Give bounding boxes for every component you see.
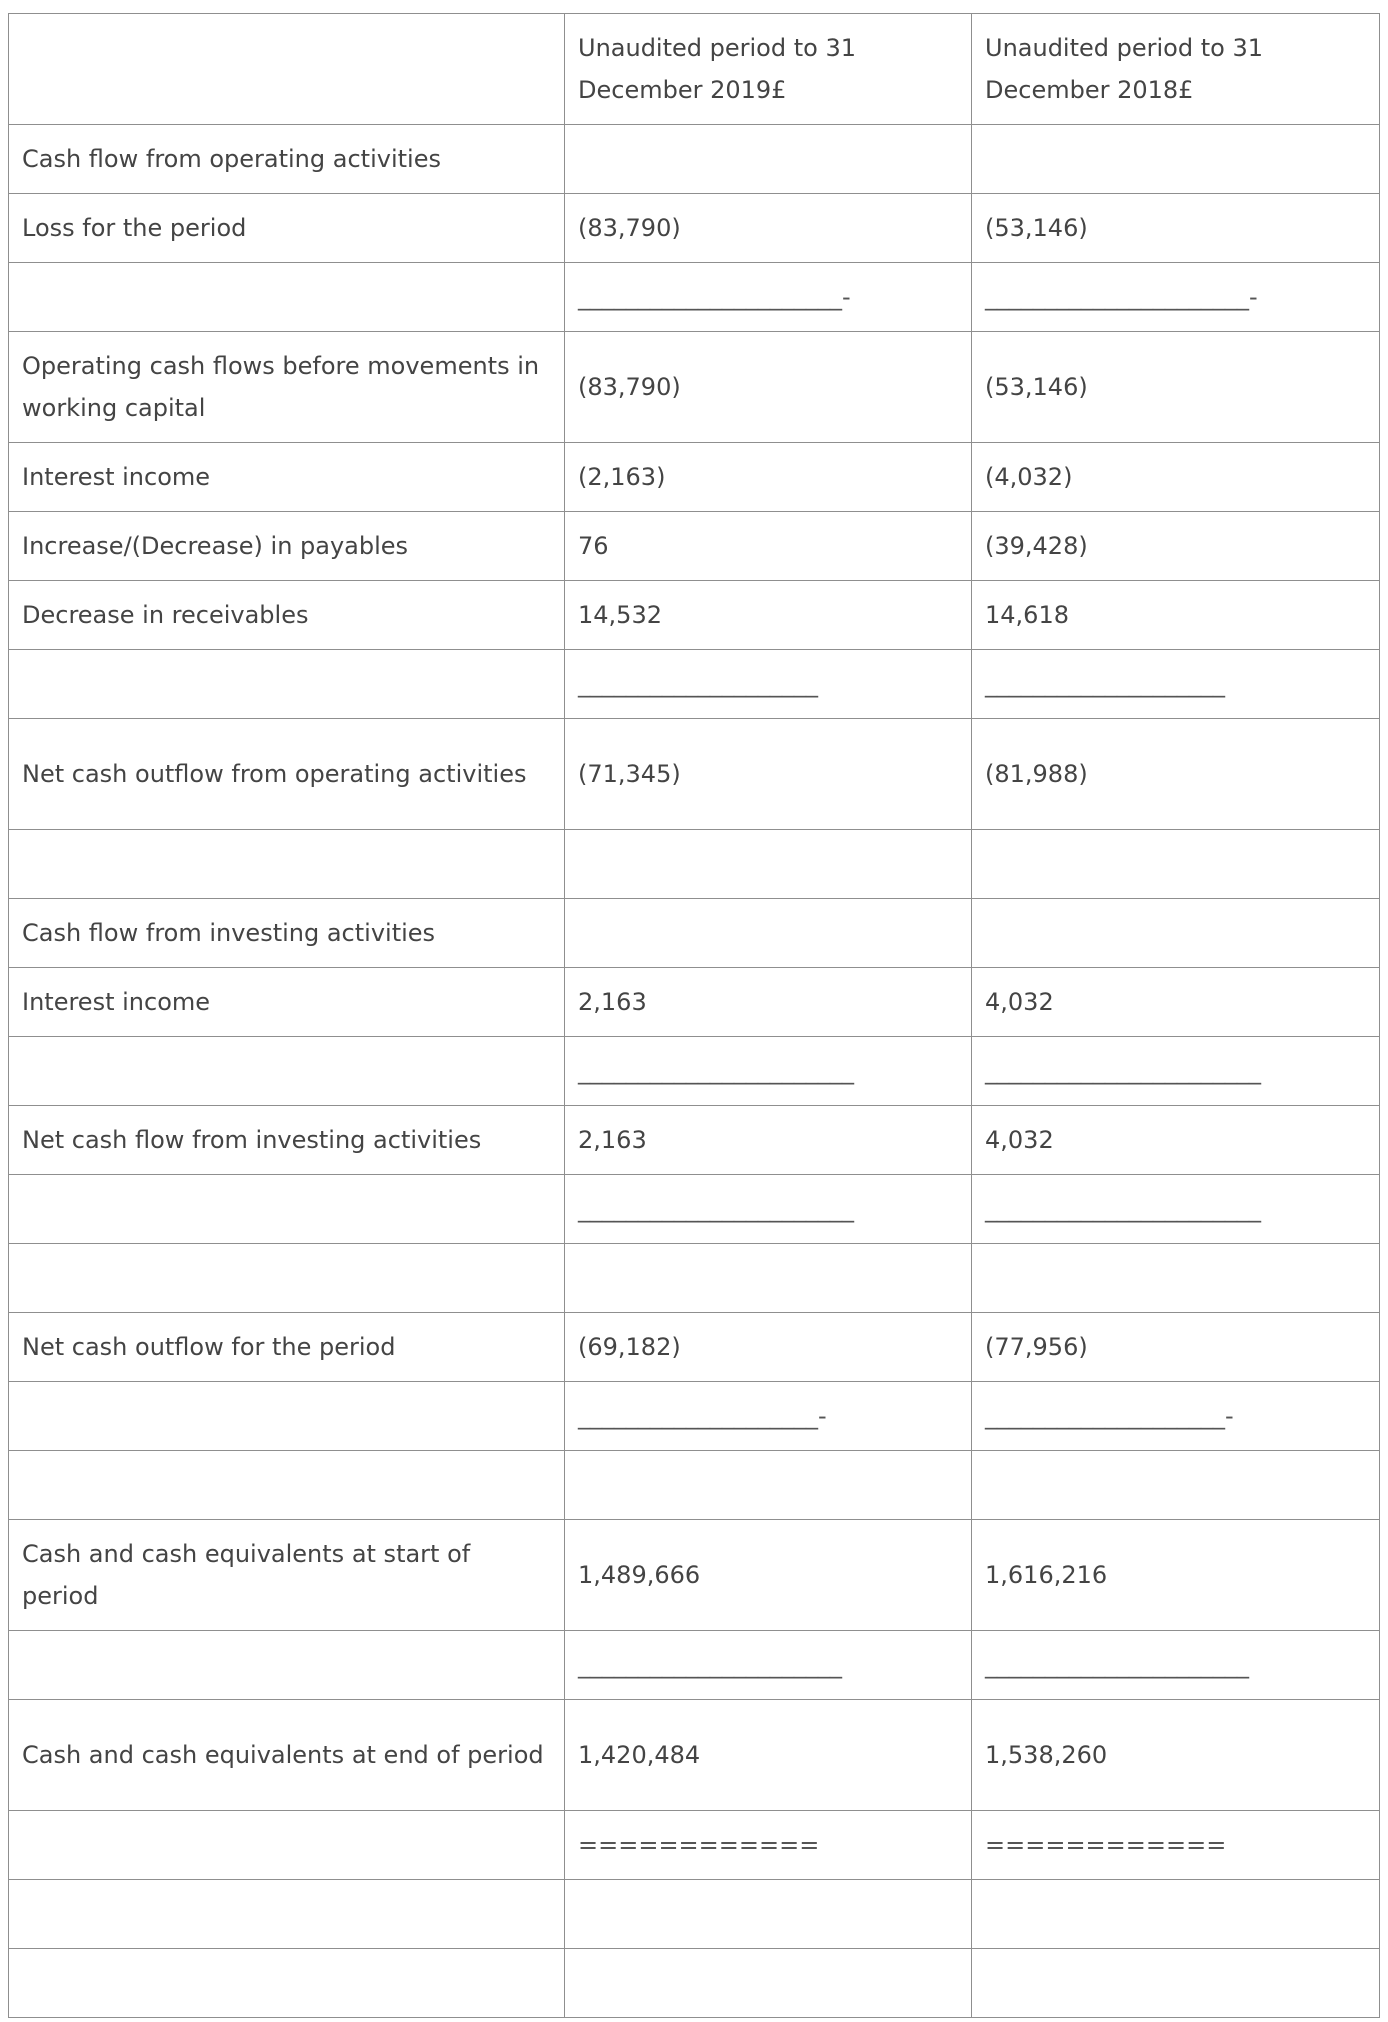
header-label-cell [9, 14, 565, 125]
table-row [9, 512, 1380, 581]
table-row [9, 1451, 1380, 1520]
table-row [9, 1382, 1380, 1451]
header-row [9, 14, 1380, 125]
table-row [9, 719, 1380, 830]
cash-flow-table [8, 13, 1380, 2018]
row-label: Cash and cash equivalents at end of period [9, 1700, 565, 1811]
table-row [9, 1175, 1380, 1244]
value-2018 [972, 830, 1380, 899]
underline-2018: ______________________ [972, 1631, 1380, 1700]
underline-2018: ____________________- [972, 1382, 1380, 1451]
table-row [9, 1520, 1380, 1631]
value-2018: 14,618 [972, 581, 1380, 650]
table-row [9, 1037, 1380, 1106]
row-label: Net cash outflow for the period [9, 1313, 565, 1382]
value-2019: (69,182) [565, 1313, 972, 1382]
value-2018 [972, 1451, 1380, 1520]
underline-2019: _______________________ [565, 1037, 972, 1106]
underline-2018: ____________________ [972, 650, 1380, 719]
value-2019: (71,345) [565, 719, 972, 830]
row-label: Cash flow from investing activities [9, 899, 565, 968]
row-label: Cash flow from operating activities [9, 125, 565, 194]
header-2019: Unaudited period to 31 December 2019£ [565, 14, 972, 125]
row-label: Interest income [9, 443, 565, 512]
value-2019: 2,163 [565, 1106, 972, 1175]
table-row [9, 263, 1380, 332]
table-row [9, 443, 1380, 512]
value-2018: 4,032 [972, 968, 1380, 1037]
value-2018 [972, 125, 1380, 194]
table-row [9, 125, 1380, 194]
cash-flow-statement [8, 13, 1380, 2018]
underline-2019: ______________________ [565, 1631, 972, 1700]
table-row [9, 1631, 1380, 1700]
row-label [9, 650, 565, 719]
underline-2019: _______________________ [565, 1175, 972, 1244]
row-label: Net cash flow from investing activities [9, 1106, 565, 1175]
value-2018: 4,032 [972, 1106, 1380, 1175]
value-2018: (77,956) [972, 1313, 1380, 1382]
table-row [9, 1811, 1380, 1880]
row-label [9, 1451, 565, 1520]
value-2018: (81,988) [972, 719, 1380, 830]
value-2019 [565, 1949, 972, 2018]
value-2019 [565, 125, 972, 194]
row-label [9, 1382, 565, 1451]
value-2018: (39,428) [972, 512, 1380, 581]
table-row [9, 650, 1380, 719]
row-label [9, 1244, 565, 1313]
table-row [9, 1700, 1380, 1811]
value-2018: (4,032) [972, 443, 1380, 512]
table-row [9, 1949, 1380, 2018]
table-row [9, 1313, 1380, 1382]
value-2018 [972, 1880, 1380, 1949]
row-label [9, 1949, 565, 2018]
value-2018: (53,146) [972, 194, 1380, 263]
table-row [9, 1244, 1380, 1313]
value-2019: 14,532 [565, 581, 972, 650]
row-label: Loss for the period [9, 194, 565, 263]
row-label: Cash and cash equivalents at start of period [9, 1520, 565, 1631]
table-row [9, 899, 1380, 968]
value-2019: 1,489,666 [565, 1520, 972, 1631]
row-label [9, 1037, 565, 1106]
underline-2019: ____________________ [565, 650, 972, 719]
value-2018: (53,146) [972, 332, 1380, 443]
underline-2018: _______________________ [972, 1037, 1380, 1106]
row-label [9, 1631, 565, 1700]
value-2019: (2,163) [565, 443, 972, 512]
underline-2018: ______________________- [972, 263, 1380, 332]
value-2019 [565, 1880, 972, 1949]
value-2019: 1,420,484 [565, 1700, 972, 1811]
row-label [9, 1811, 565, 1880]
value-2018: 1,538,260 [972, 1700, 1380, 1811]
value-2019: (83,790) [565, 194, 972, 263]
table-row [9, 581, 1380, 650]
row-label [9, 830, 565, 899]
row-label: Decrease in receivables [9, 581, 565, 650]
value-2019 [565, 1451, 972, 1520]
value-2019: 76 [565, 512, 972, 581]
row-label [9, 1880, 565, 1949]
underline-2019: ______________________- [565, 263, 972, 332]
value-2019 [565, 830, 972, 899]
value-2019: 2,163 [565, 968, 972, 1037]
value-2018 [972, 899, 1380, 968]
table-row [9, 830, 1380, 899]
double-underline-2018: ============ [972, 1811, 1380, 1880]
double-underline-2019: ============ [565, 1811, 972, 1880]
underline-2019: ____________________- [565, 1382, 972, 1451]
table-row [9, 332, 1380, 443]
value-2018 [972, 1244, 1380, 1313]
row-label [9, 1175, 565, 1244]
value-2018: 1,616,216 [972, 1520, 1380, 1631]
value-2019 [565, 899, 972, 968]
row-label: Interest income [9, 968, 565, 1037]
header-2018: Unaudited period to 31 December 2018£ [972, 14, 1380, 125]
value-2019 [565, 1244, 972, 1313]
value-2019: (83,790) [565, 332, 972, 443]
table-row [9, 1880, 1380, 1949]
row-label: Net cash outflow from operating activities [9, 719, 565, 830]
table-row [9, 194, 1380, 263]
value-2018 [972, 1949, 1380, 2018]
row-label [9, 263, 565, 332]
row-label: Increase/(Decrease) in payables [9, 512, 565, 581]
row-label: Operating cash flows before movements in working capital [9, 332, 565, 443]
table-row [9, 1106, 1380, 1175]
underline-2018: _______________________ [972, 1175, 1380, 1244]
table-row [9, 968, 1380, 1037]
